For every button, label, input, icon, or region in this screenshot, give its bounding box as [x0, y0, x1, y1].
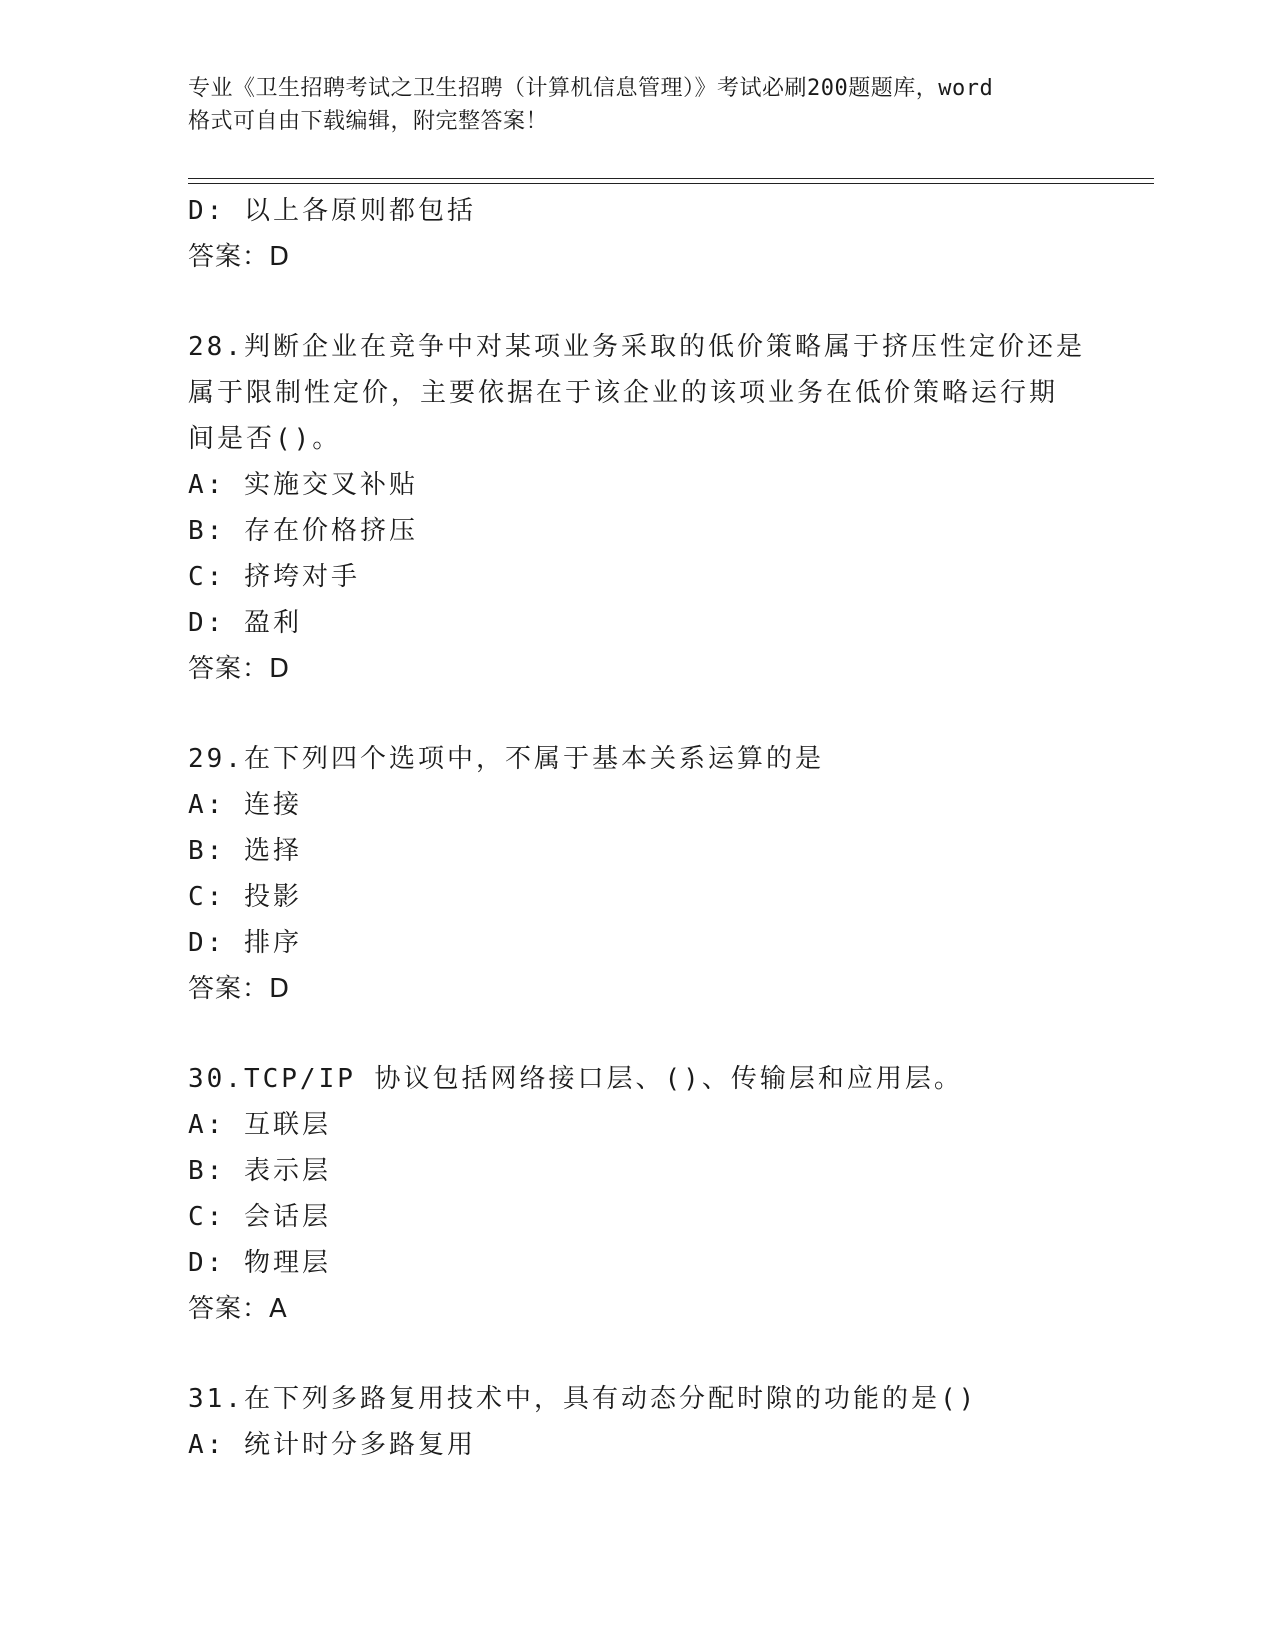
question-stem-line: 28.判断企业在竞争中对某项业务采取的低价策略属于挤压性定价还是 — [188, 332, 1085, 362]
option-d: D: 盈利 — [188, 608, 302, 638]
question-27-tail — [188, 188, 1088, 280]
option-d: D: 排序 — [188, 928, 302, 958]
option-d: D: 物理层 — [188, 1248, 331, 1278]
answer-line: 答案：D — [188, 974, 291, 1004]
question-stem-line: 29.在下列四个选项中，不属于基本关系运算的是 — [188, 744, 824, 774]
question-stem-line: 间是否()。 — [188, 424, 342, 454]
question-stem-line: 30.TCP/IP 协议包括网络接口层、()、传输层和应用层。 — [188, 1064, 963, 1094]
question-29 — [188, 736, 1088, 1012]
answer-line: 答案：D — [188, 242, 291, 272]
option-a: A: 实施交叉补贴 — [188, 470, 418, 500]
question-31 — [188, 1376, 1088, 1468]
option-b: B: 选择 — [188, 836, 302, 866]
option-c: C: 会话层 — [188, 1202, 331, 1232]
question-list — [188, 188, 1088, 1468]
question-28 — [188, 324, 1088, 692]
answer-line: 答案：A — [188, 1294, 288, 1324]
option-d: D: 以上各原则都包括 — [188, 196, 476, 226]
option-a: A: 互联层 — [188, 1110, 331, 1140]
option-b: B: 存在价格挤压 — [188, 516, 418, 546]
option-c: C: 投影 — [188, 882, 302, 912]
question-stem-line: 31.在下列多路复用技术中，具有动态分配时隙的功能的是() — [188, 1384, 978, 1414]
option-c: C: 挤垮对手 — [188, 562, 360, 592]
question-30 — [188, 1056, 1088, 1332]
header-line-2: 格式可自由下载编辑，附完整答案！ — [188, 109, 549, 134]
document-header — [188, 72, 1088, 138]
option-b: B: 表示层 — [188, 1156, 331, 1186]
header-line-1: 专业《卫生招聘考试之卫生招聘（计算机信息管理）》考试必刷200题题库，word — [188, 76, 994, 101]
option-a: A: 统计时分多路复用 — [188, 1430, 476, 1460]
header-divider — [188, 178, 1154, 184]
answer-line: 答案：D — [188, 654, 291, 684]
option-a: A: 连接 — [188, 790, 302, 820]
question-stem-line: 属于限制性定价，主要依据在于该企业的该项业务在低价策略运行期 — [188, 378, 1059, 408]
